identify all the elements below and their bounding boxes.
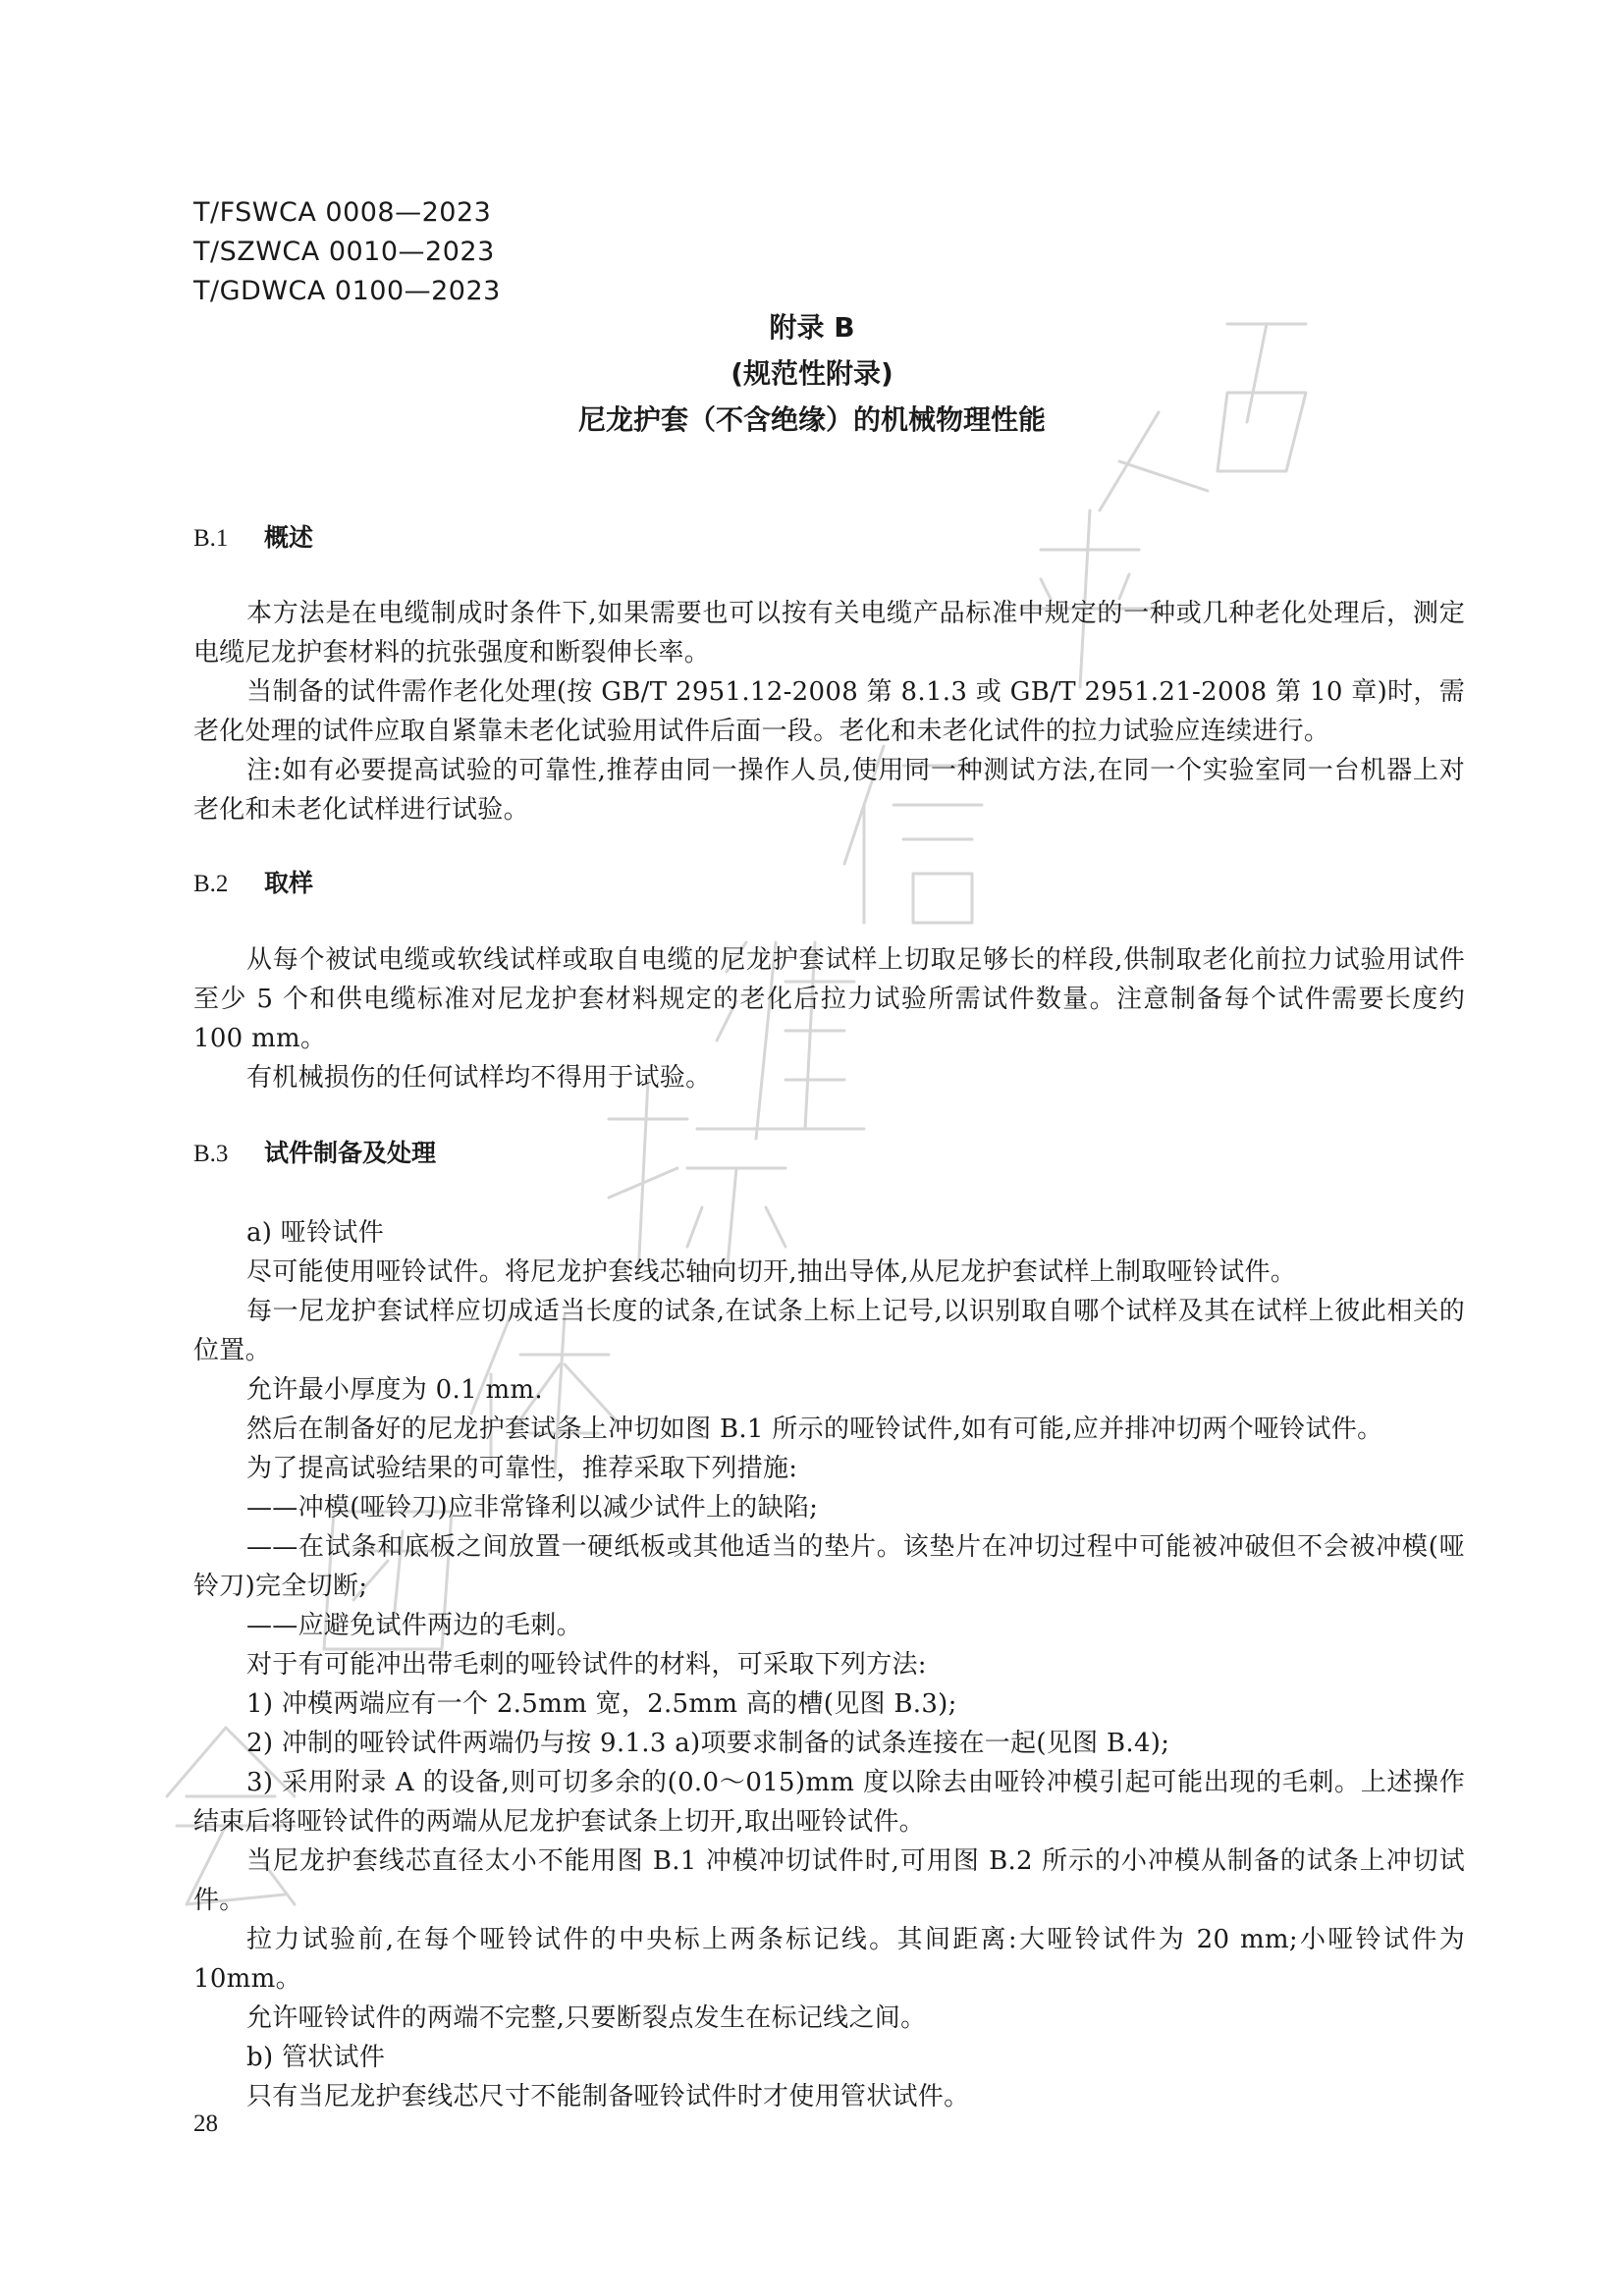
- paragraph: 为了提高试验结果的可靠性，推荐采取下列措施:: [246, 1454, 798, 1483]
- list-item: 2) 冲制的哑铃试件两端仍与按 9.1.3 a)项要求制备的试条连接在一起(见图 B.4);: [246, 1729, 1170, 1758]
- paragraph: 本方法是在电缆制成时条件下,如果需要也可以按有关电缆产品标准中规定的一种或几种老化处理后，测定电缆尼龙护套材料的抗张强度和断裂伸长率。: [193, 599, 1465, 667]
- section-title-b1: [193, 518, 313, 559]
- section-title-b2: [193, 864, 313, 904]
- paragraph: b) 管状试件: [246, 2043, 386, 2072]
- section-name: 取样: [264, 869, 314, 897]
- list-item: ——应避免试件两边的毛刺。: [246, 1611, 582, 1640]
- annex-heading: [0, 304, 1624, 443]
- page-number: 28: [193, 2110, 218, 2137]
- list-item: 3) 采用附录 A 的设备,则可切多余的(0.0～015)mm 度以除去由哑铃冲模引起可能出现的毛刺。上述操作结束后将哑铃试件的两端从尼龙护套试条上切开,取出哑铃试件。: [193, 1768, 1465, 1837]
- list-item: 1) 冲模两端应有一个 2.5mm 宽，2.5mm 高的槽(见图 B.3);: [246, 1689, 957, 1719]
- section-number: B.1: [193, 525, 229, 552]
- paragraph: 允许哑铃试件的两端不完整,只要断裂点发生在标记线之间。: [246, 2003, 927, 2033]
- paragraph: 只有当尼龙护套线芯尺寸不能制备哑铃试件时才使用管状试件。: [246, 2082, 970, 2111]
- paragraph: 当制备的试件需作老化处理(按 GB/T 2951.12-2008 第 8.1.3 或 GB/T 2951.21-2008 第 10 章)时，需老化处理的试件应取自紧靠未老化试验用试件后面一段。老化和未老化试件的拉力试验应连续进行。: [193, 677, 1465, 746]
- paragraph: a) 哑铃试件: [246, 1218, 385, 1248]
- paragraph: 每一尼龙护套试样应切成适当长度的试条,在试条上标上记号,以识别取自哪个试样及其在试样上彼此相关的位置。: [193, 1297, 1465, 1365]
- paragraph: 允许最小厚度为 0.1 mm.: [246, 1375, 543, 1405]
- annex-title: 尼龙护套（不含绝缘）的机械物理性能: [577, 403, 1046, 436]
- list-item: ——在试条和底板之间放置一硬纸板或其他适当的垫片。该垫片在冲切过程中可能被冲破但不会被冲模(哑铃刀)完全切断;: [193, 1532, 1465, 1601]
- standard-code: T/GDWCA 0100—2023: [193, 276, 501, 306]
- annex-label: 附录 B: [769, 311, 855, 344]
- paragraph: 从每个被试电缆或软线试样或取自电缆的尼龙护套试样上切取足够长的样段,供制取老化前拉力试验用试件至少 5 个和供电缆标准对尼龙护套材料规定的老化后拉力试验所需试件数量。注意制备每个试件需要长度约 100 mm。: [193, 945, 1465, 1053]
- section-body-b3: [193, 1213, 1465, 2116]
- annex-type: (规范性附录): [731, 357, 893, 390]
- section-name: 试件制备及处理: [264, 1139, 437, 1167]
- paragraph: 当尼龙护套线芯直径太小不能用图 B.1 冲模冲切试件时,可用图 B.2 所示的小冲模从制备的试条上冲切试件。: [193, 1846, 1465, 1915]
- paragraph: 拉力试验前,在每个哑铃试件的中央标上两条标记线。其间距离:大哑铃试件为 20 mm;小哑铃试件为 10mm。: [193, 1925, 1465, 1994]
- paragraph: 注:如有必要提高试验的可靠性,推荐由同一操作人员,使用同一种测试方法,在同一个实验室同一台机器上对老化和未老化试样进行试验。: [193, 756, 1465, 825]
- section-title-b3: [193, 1134, 436, 1174]
- standard-codes: [193, 193, 501, 311]
- section-number: B.2: [193, 871, 229, 897]
- section-number: B.3: [193, 1141, 229, 1167]
- paragraph: 尽可能使用哑铃试件。将尼龙护套线芯轴向切开,抽出导体,从尼龙护套试样上制取哑铃试件。: [246, 1257, 1297, 1287]
- section-body-b2: [193, 940, 1465, 1097]
- list-item: ——冲模(哑铃刀)应非常锋利以减少试件上的缺陷;: [246, 1493, 819, 1522]
- paragraph: 有机械损伤的任何试样均不得用于试验。: [246, 1063, 712, 1093]
- section-name: 概述: [264, 523, 314, 552]
- paragraph: 然后在制备好的尼龙护套试条上冲切如图 B.1 所示的哑铃试件,如有可能,应并排冲切两个哑铃试件。: [246, 1415, 1383, 1444]
- section-body-b1: [193, 594, 1465, 829]
- standard-code: T/FSWCA 0008—2023: [193, 197, 492, 228]
- paragraph: 对于有可能冲出带毛刺的哑铃试件的材料，可采取下列方法:: [246, 1650, 927, 1680]
- standard-code: T/SZWCA 0010—2023: [193, 237, 495, 267]
